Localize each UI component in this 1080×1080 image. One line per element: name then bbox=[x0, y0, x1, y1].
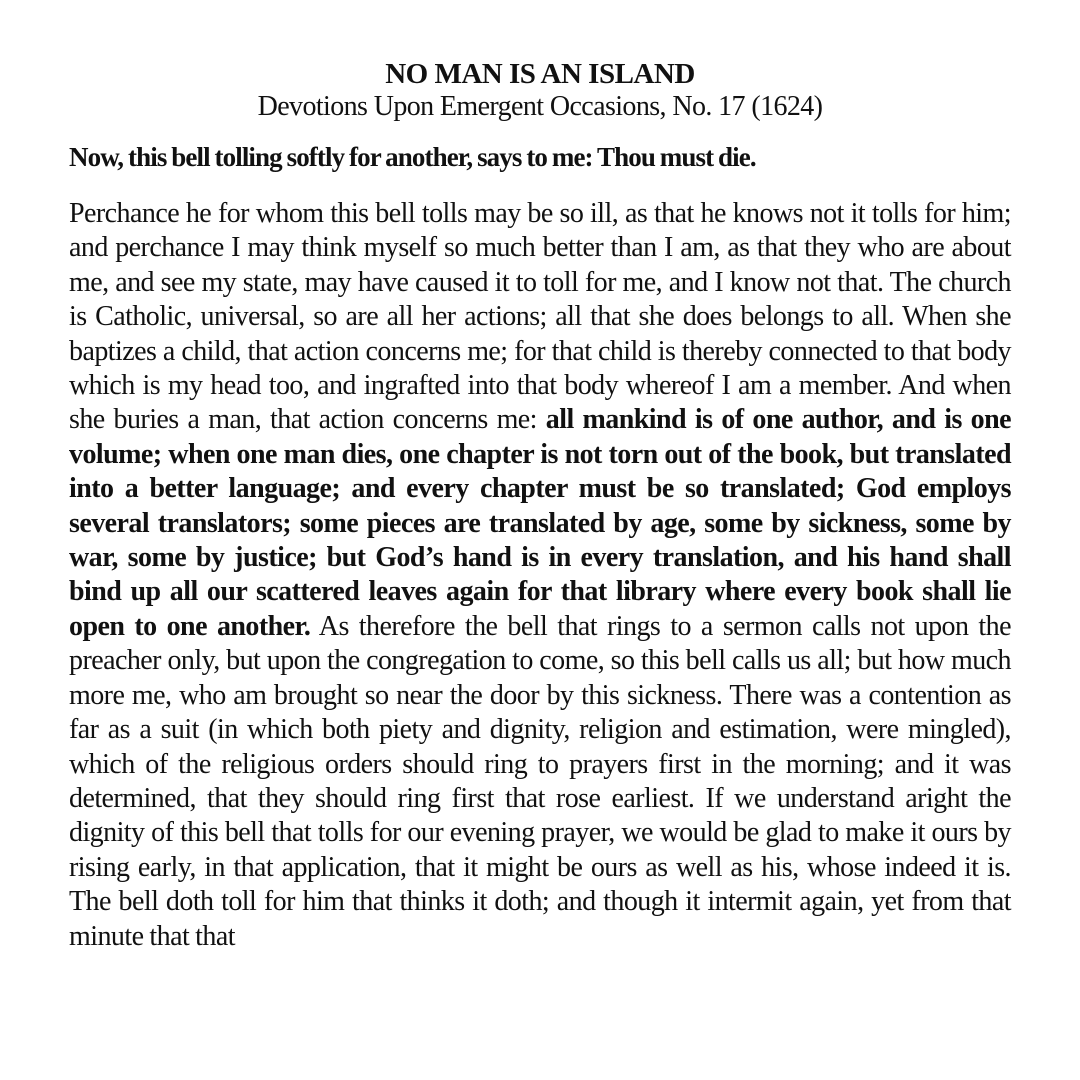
document-page bbox=[69, 58, 1011, 954]
document-subtitle: Devotions Upon Emergent Occasions, No. 17 (1624) bbox=[257, 91, 823, 122]
body-paragraph bbox=[69, 197, 1011, 954]
body-bold-passage: all mankind is of one author, and is one volume; when one man dies, one chapter is not torn out of the book, but translated into a better language; and every chapter must be so translated; God employs several translators; some pieces are translated by age, some by sickness, some by war, some by justice; but God’s hand is in every translation, and his hand shall bind up all our scattered leaves again for that library where every book shall lie open to one another. bbox=[69, 404, 1011, 642]
document-title: NO MAN IS AN ISLAND bbox=[385, 58, 695, 90]
lead-sentence: Now, this bell tolling softly for another, says to me: Thou must die. bbox=[69, 142, 756, 172]
body-text-part-2: As therefore the bell that rings to a sermon calls not upon the preacher only, but upon the congregation to come, so this bell calls us all; but how much more me, who am brought so near the door by this sickness. There was a contention as far as a suit (in which both piety and dignity, religion and estimation, were mingled), which of the religious orders should ring to prayers first in the morning; and it was determined, that they should ring first that rose earliest. If we understand aright the dignity of this bell that tolls for our evening prayer, we would be glad to make it ours by rising early, in that application, that it might be ours as well as his, whose indeed it is. The bell doth toll for him that thinks it doth; and though it intermit again, yet from that minute that that bbox=[69, 610, 1011, 952]
body-text-part-1: Perchance he for whom this bell tolls may be so ill, as that he knows not it tolls for him; and perchance I may think myself so much better than I am, as that they who are about me, and see my state, may have caused it to toll for me, and I know not that. The church is Catholic, universal, so are all her actions; all that she does belongs to all. When she baptizes a child, that action concerns me; for that child is thereby connected to that body which is my head too, and ingrafted into that body whereof I am a member. And when she buries a man, that action concerns me: bbox=[69, 198, 1011, 436]
